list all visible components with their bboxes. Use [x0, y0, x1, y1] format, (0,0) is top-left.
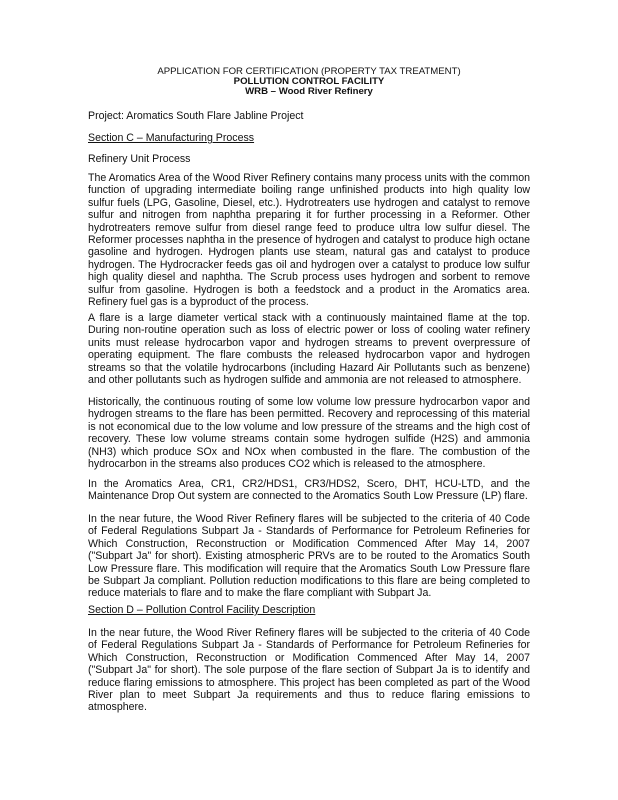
- header-title: APPLICATION FOR CERTIFICATION (PROPERTY TAX TREATMENT): [157, 66, 461, 77]
- paragraph-subpart-ja: In the near future, the Wood River Refinery flares will be subjected to the criteria of 40 Code of Federal Regulations Subpart Ja - Standards of Performance for Petroleum Refineries for Which Construction, Reconstruction or Modification Commenced After May 14, 2007 ("Subpart Ja" for short). Existing atmospheric PRVs are to be routed to the Aromatics South Low Pressure flare. This modification will require that the Aromatics South Low Pressure flare be Subpart Ja compliant. Pollution reduction modifications to this flare are being completed to reduce materials to flare and to make the flare compliant with Subpart Ja.: [88, 513, 530, 600]
- paragraph-history: Historically, the continuous routing of some low volume low pressure hydrocarbon vapor and hydrogen streams to the flare has been permitted. Recovery and reprocessing of this material is not economical due to the low volume and low pressure of the streams and the high cost of recovery. These low volume streams contain some hydrogen sulfide (H2S) and ammonia (NH3) which produce SOx and NOx when combusted in the flare. The combustion of the hydrocarbon in the streams also produces CO2 which is released to the atmosphere.: [88, 396, 530, 471]
- section-c-heading: Section C – Manufacturing Process: [88, 132, 255, 144]
- section-d-heading: Section D – Pollution Control Facility Description: [88, 604, 316, 616]
- paragraph-section-d: In the near future, the Wood River Refinery flares will be subjected to the criteria of 40 Code of Federal Regulations Subpart Ja - Standards of Performance for Petroleum Refineries for Which Construction, Reconstruction or Modification Commenced After May 14, 2007 ("Subpart Ja" for short). The sole purpose of the flare section of Subpart Ja is to identify and reduce flaring emissions to atmosphere. This project has been completed as part of the Wood River plan to meet Subpart Ja requirements and thus to reduce flaring emissions to atmosphere.: [88, 627, 530, 714]
- header-subtitle: POLLUTION CONTROL FACILITY: [233, 76, 385, 87]
- paragraph-aromatics-area: The Aromatics Area of the Wood River Refinery contains many process units with the common function of upgrading intermediate boiling range unfinished products into high quality low sulfur fuels (LPG, Gasoline, Diesel, etc.). Hydrotreaters use hydrogen and catalyst to remove sulfur and nitrogen from naphtha preparing it for further processing in a Reformer. Other hydrotreaters remove sulfur from diesel range feed to produce ultra low sulfur diesel. The Reformer processes naphtha in the presence of hydrogen and catalyst to produce high octane gasoline and hydrogen. Hydrogen plants use steam, natural gas and catalyst to produce hydrogen. The Hydrocracker feeds gas oil and hydrogen over a catalyst to produce low sulfur high quality diesel and naphtha. The Scrub process uses hydrogen and sorbent to remove sulfur from gasoline. Hydrogen is both a feedstock and a product in the Aromatics area. Refinery fuel gas is a byproduct of the process.: [88, 172, 530, 309]
- paragraph-connected-units: In the Aromatics Area, CR1, CR2/HDS1, CR3/HDS2, Scero, DHT, HCU-LTD, and the Maintenance Drop Out system are connected to the Aromatics South Low Pressure (LP) flare.: [88, 478, 530, 503]
- process-unit-heading: Refinery Unit Process: [88, 153, 191, 165]
- header-refinery: WRB – Wood River Refinery: [245, 86, 373, 97]
- paragraph-flare-description: A flare is a large diameter vertical stack with a continuously maintained flame at the top. During non-routine operation such as loss of electric power or loss of cooling water refinery units must release hydrocarbon vapor and hydrogen streams to prevent overpressure of operating equipment. The flare combusts the released hydrocarbon vapor and hydrogen streams so that the volatile hydrocarbons (including Hazard Air Pollutants such as benzene) and other pollutants such as hydrogen sulfide and ammonia are not released to atmosphere.: [88, 312, 530, 387]
- project-line: Project: Aromatics South Flare Jabline Project: [88, 110, 304, 122]
